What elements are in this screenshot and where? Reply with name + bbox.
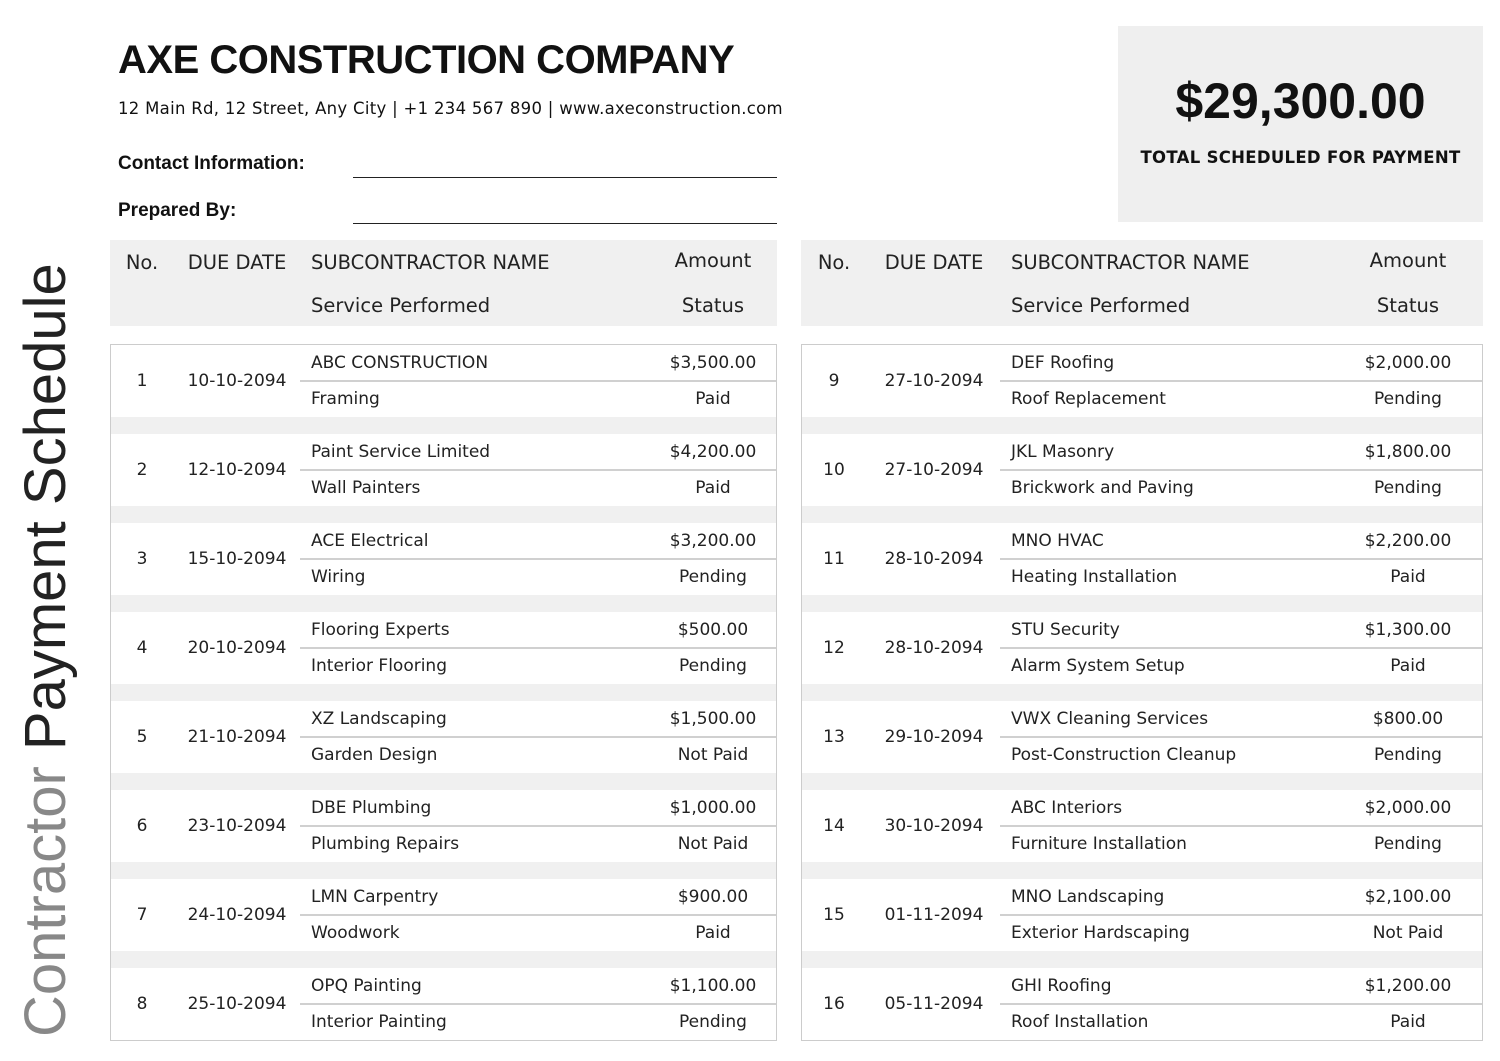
row-due-date: 30-10-2094 xyxy=(884,816,984,836)
prepared-label: Prepared By: xyxy=(118,200,237,221)
row-name: DBE Plumbing xyxy=(311,798,432,818)
row-status: Pending xyxy=(679,1012,747,1032)
row-name: VWX Cleaning Services xyxy=(1011,709,1209,729)
row-no: 6 xyxy=(136,816,148,836)
row-service: Exterior Hardscaping xyxy=(1011,923,1190,943)
header-service: Service Performed xyxy=(311,294,491,317)
row-service: Garden Design xyxy=(311,745,438,765)
row-divider xyxy=(1000,736,1482,738)
row-amount: $1,100.00 xyxy=(669,976,757,996)
row-amount: $1,000.00 xyxy=(669,798,757,818)
row-amount: $1,300.00 xyxy=(1364,620,1452,640)
row-no: 3 xyxy=(136,549,148,569)
row-status: Paid xyxy=(695,389,731,409)
table-row xyxy=(111,523,776,595)
table-header xyxy=(110,240,777,326)
row-no: 5 xyxy=(136,727,148,747)
row-no: 11 xyxy=(823,549,845,569)
vertical-title xyxy=(14,263,78,1037)
total-amount: $29,300.00 xyxy=(1175,73,1426,129)
row-service: Post-Construction Cleanup xyxy=(1011,745,1237,765)
row-name: Flooring Experts xyxy=(311,620,450,640)
row-due-date: 15-10-2094 xyxy=(187,549,287,569)
row-amount: $3,500.00 xyxy=(669,353,757,373)
left-table xyxy=(110,240,777,1032)
row-service: Wiring xyxy=(311,567,366,587)
title-part1: Contractor xyxy=(13,750,78,1037)
row-due-date: 29-10-2094 xyxy=(884,727,984,747)
row-name: MNO HVAC xyxy=(1011,531,1104,551)
row-name: ABC Interiors xyxy=(1011,798,1123,818)
row-service: Framing xyxy=(311,389,380,409)
row-status: Paid xyxy=(1390,1012,1426,1032)
row-due-date: 20-10-2094 xyxy=(187,638,287,658)
prepared-line[interactable] xyxy=(353,206,777,224)
row-no: 2 xyxy=(136,460,148,480)
row-name: XZ Landscaping xyxy=(311,709,447,729)
row-amount: $4,200.00 xyxy=(669,442,757,462)
row-divider xyxy=(300,736,776,738)
row-divider xyxy=(300,1003,776,1005)
header-amount: Amount xyxy=(1369,249,1447,272)
row-name: OPQ Painting xyxy=(311,976,422,996)
row-no: 12 xyxy=(823,638,845,658)
company-name: AXE CONSTRUCTION COMPANY xyxy=(118,38,735,82)
row-service: Interior Flooring xyxy=(311,656,447,676)
row-name: MNO Landscaping xyxy=(1011,887,1165,907)
row-name: LMN Carpentry xyxy=(311,887,439,907)
row-amount: $2,100.00 xyxy=(1364,887,1452,907)
row-due-date: 10-10-2094 xyxy=(187,371,287,391)
row-amount: $1,500.00 xyxy=(669,709,757,729)
row-amount: $500.00 xyxy=(677,620,749,640)
row-divider xyxy=(300,558,776,560)
table-row xyxy=(111,968,776,1040)
title-part2: Payment Schedule xyxy=(13,263,78,751)
row-due-date: 01-11-2094 xyxy=(884,905,984,925)
table-row xyxy=(111,701,776,773)
row-divider xyxy=(300,469,776,471)
row-divider xyxy=(300,647,776,649)
row-no: 1 xyxy=(136,371,148,391)
row-no: 4 xyxy=(136,638,148,658)
row-name: JKL Masonry xyxy=(1011,442,1115,462)
row-amount: $2,000.00 xyxy=(1364,353,1452,373)
header-no: No. xyxy=(125,251,159,274)
right-table xyxy=(801,240,1483,1032)
row-service: Roof Replacement xyxy=(1011,389,1166,409)
row-no: 10 xyxy=(823,460,845,480)
row-service: Brickwork and Paving xyxy=(1011,478,1194,498)
header-status: Status xyxy=(681,294,745,317)
row-service: Heating Installation xyxy=(1011,567,1178,587)
row-due-date: 28-10-2094 xyxy=(884,638,984,658)
row-status: Paid xyxy=(695,923,731,943)
row-status: Pending xyxy=(1374,389,1442,409)
row-amount: $1,200.00 xyxy=(1364,976,1452,996)
contact-line[interactable] xyxy=(353,160,777,178)
table-row xyxy=(802,345,1482,417)
row-status: Pending xyxy=(1374,478,1442,498)
table-row xyxy=(802,701,1482,773)
header-amount: Amount xyxy=(674,249,752,272)
table-row xyxy=(111,434,776,506)
row-service: Interior Painting xyxy=(311,1012,447,1032)
row-due-date: 24-10-2094 xyxy=(187,905,287,925)
total-label: TOTAL SCHEDULED FOR PAYMENT xyxy=(1140,148,1461,167)
row-no: 13 xyxy=(823,727,845,747)
row-status: Pending xyxy=(1374,834,1442,854)
row-divider xyxy=(1000,380,1482,382)
row-status: Not Paid xyxy=(1372,923,1444,943)
total-box xyxy=(1118,26,1483,222)
row-no: 16 xyxy=(823,994,845,1014)
company-address: 12 Main Rd, 12 Street, Any City | +1 234 567 890 | www.axeconstruction.com xyxy=(118,99,783,118)
row-status: Pending xyxy=(679,567,747,587)
row-due-date: 05-11-2094 xyxy=(884,994,984,1014)
row-no: 7 xyxy=(136,905,148,925)
row-name: ABC CONSTRUCTION xyxy=(311,353,489,373)
row-no: 14 xyxy=(823,816,845,836)
row-due-date: 28-10-2094 xyxy=(884,549,984,569)
row-due-date: 23-10-2094 xyxy=(187,816,287,836)
row-name: DEF Roofing xyxy=(1011,353,1115,373)
row-name: GHI Roofing xyxy=(1011,976,1112,996)
row-divider xyxy=(1000,558,1482,560)
row-divider xyxy=(1000,825,1482,827)
row-due-date: 12-10-2094 xyxy=(187,460,287,480)
row-divider xyxy=(1000,914,1482,916)
table-row xyxy=(111,790,776,862)
row-amount: $1,800.00 xyxy=(1364,442,1452,462)
row-status: Paid xyxy=(695,478,731,498)
table-header xyxy=(801,240,1483,326)
table-row xyxy=(111,879,776,951)
table-row xyxy=(802,523,1482,595)
table-body xyxy=(110,344,777,1041)
row-due-date: 27-10-2094 xyxy=(884,460,984,480)
row-service: Plumbing Repairs xyxy=(311,834,460,854)
row-no: 9 xyxy=(828,371,840,391)
row-no: 8 xyxy=(136,994,148,1014)
row-divider xyxy=(1000,1003,1482,1005)
row-status: Not Paid xyxy=(677,745,749,765)
row-status: Paid xyxy=(1390,567,1426,587)
row-service: Alarm System Setup xyxy=(1011,656,1185,676)
row-no: 15 xyxy=(823,905,845,925)
table-row xyxy=(802,790,1482,862)
row-amount: $800.00 xyxy=(1372,709,1444,729)
header-no: No. xyxy=(817,251,851,274)
table-row xyxy=(802,879,1482,951)
row-amount: $2,000.00 xyxy=(1364,798,1452,818)
row-service: Wall Painters xyxy=(311,478,421,498)
row-status: Pending xyxy=(1374,745,1442,765)
row-amount: $2,200.00 xyxy=(1364,531,1452,551)
row-service: Furniture Installation xyxy=(1011,834,1187,854)
row-divider xyxy=(300,914,776,916)
table-body xyxy=(801,344,1483,1041)
row-amount: $900.00 xyxy=(677,887,749,907)
header-service: Service Performed xyxy=(1011,294,1191,317)
row-status: Not Paid xyxy=(677,834,749,854)
header-name: SUBCONTRACTOR NAME xyxy=(1011,251,1250,274)
row-status: Paid xyxy=(1390,656,1426,676)
table-row xyxy=(802,434,1482,506)
row-divider xyxy=(1000,647,1482,649)
row-name: ACE Electrical xyxy=(311,531,429,551)
row-due-date: 27-10-2094 xyxy=(884,371,984,391)
row-due-date: 21-10-2094 xyxy=(187,727,287,747)
table-row xyxy=(111,612,776,684)
contact-label: Contact Information: xyxy=(118,153,305,174)
table-row xyxy=(111,345,776,417)
header-status: Status xyxy=(1376,294,1440,317)
row-divider xyxy=(300,380,776,382)
row-name: STU Security xyxy=(1011,620,1120,640)
header-name: SUBCONTRACTOR NAME xyxy=(311,251,550,274)
header-due-date: DUE DATE xyxy=(187,251,287,274)
row-divider xyxy=(300,825,776,827)
row-amount: $3,200.00 xyxy=(669,531,757,551)
table-row xyxy=(802,968,1482,1040)
row-service: Woodwork xyxy=(311,923,400,943)
header-due-date: DUE DATE xyxy=(884,251,984,274)
row-name: Paint Service Limited xyxy=(311,442,491,462)
row-due-date: 25-10-2094 xyxy=(187,994,287,1014)
table-row xyxy=(802,612,1482,684)
row-divider xyxy=(1000,469,1482,471)
row-service: Roof Installation xyxy=(1011,1012,1149,1032)
row-status: Pending xyxy=(679,656,747,676)
